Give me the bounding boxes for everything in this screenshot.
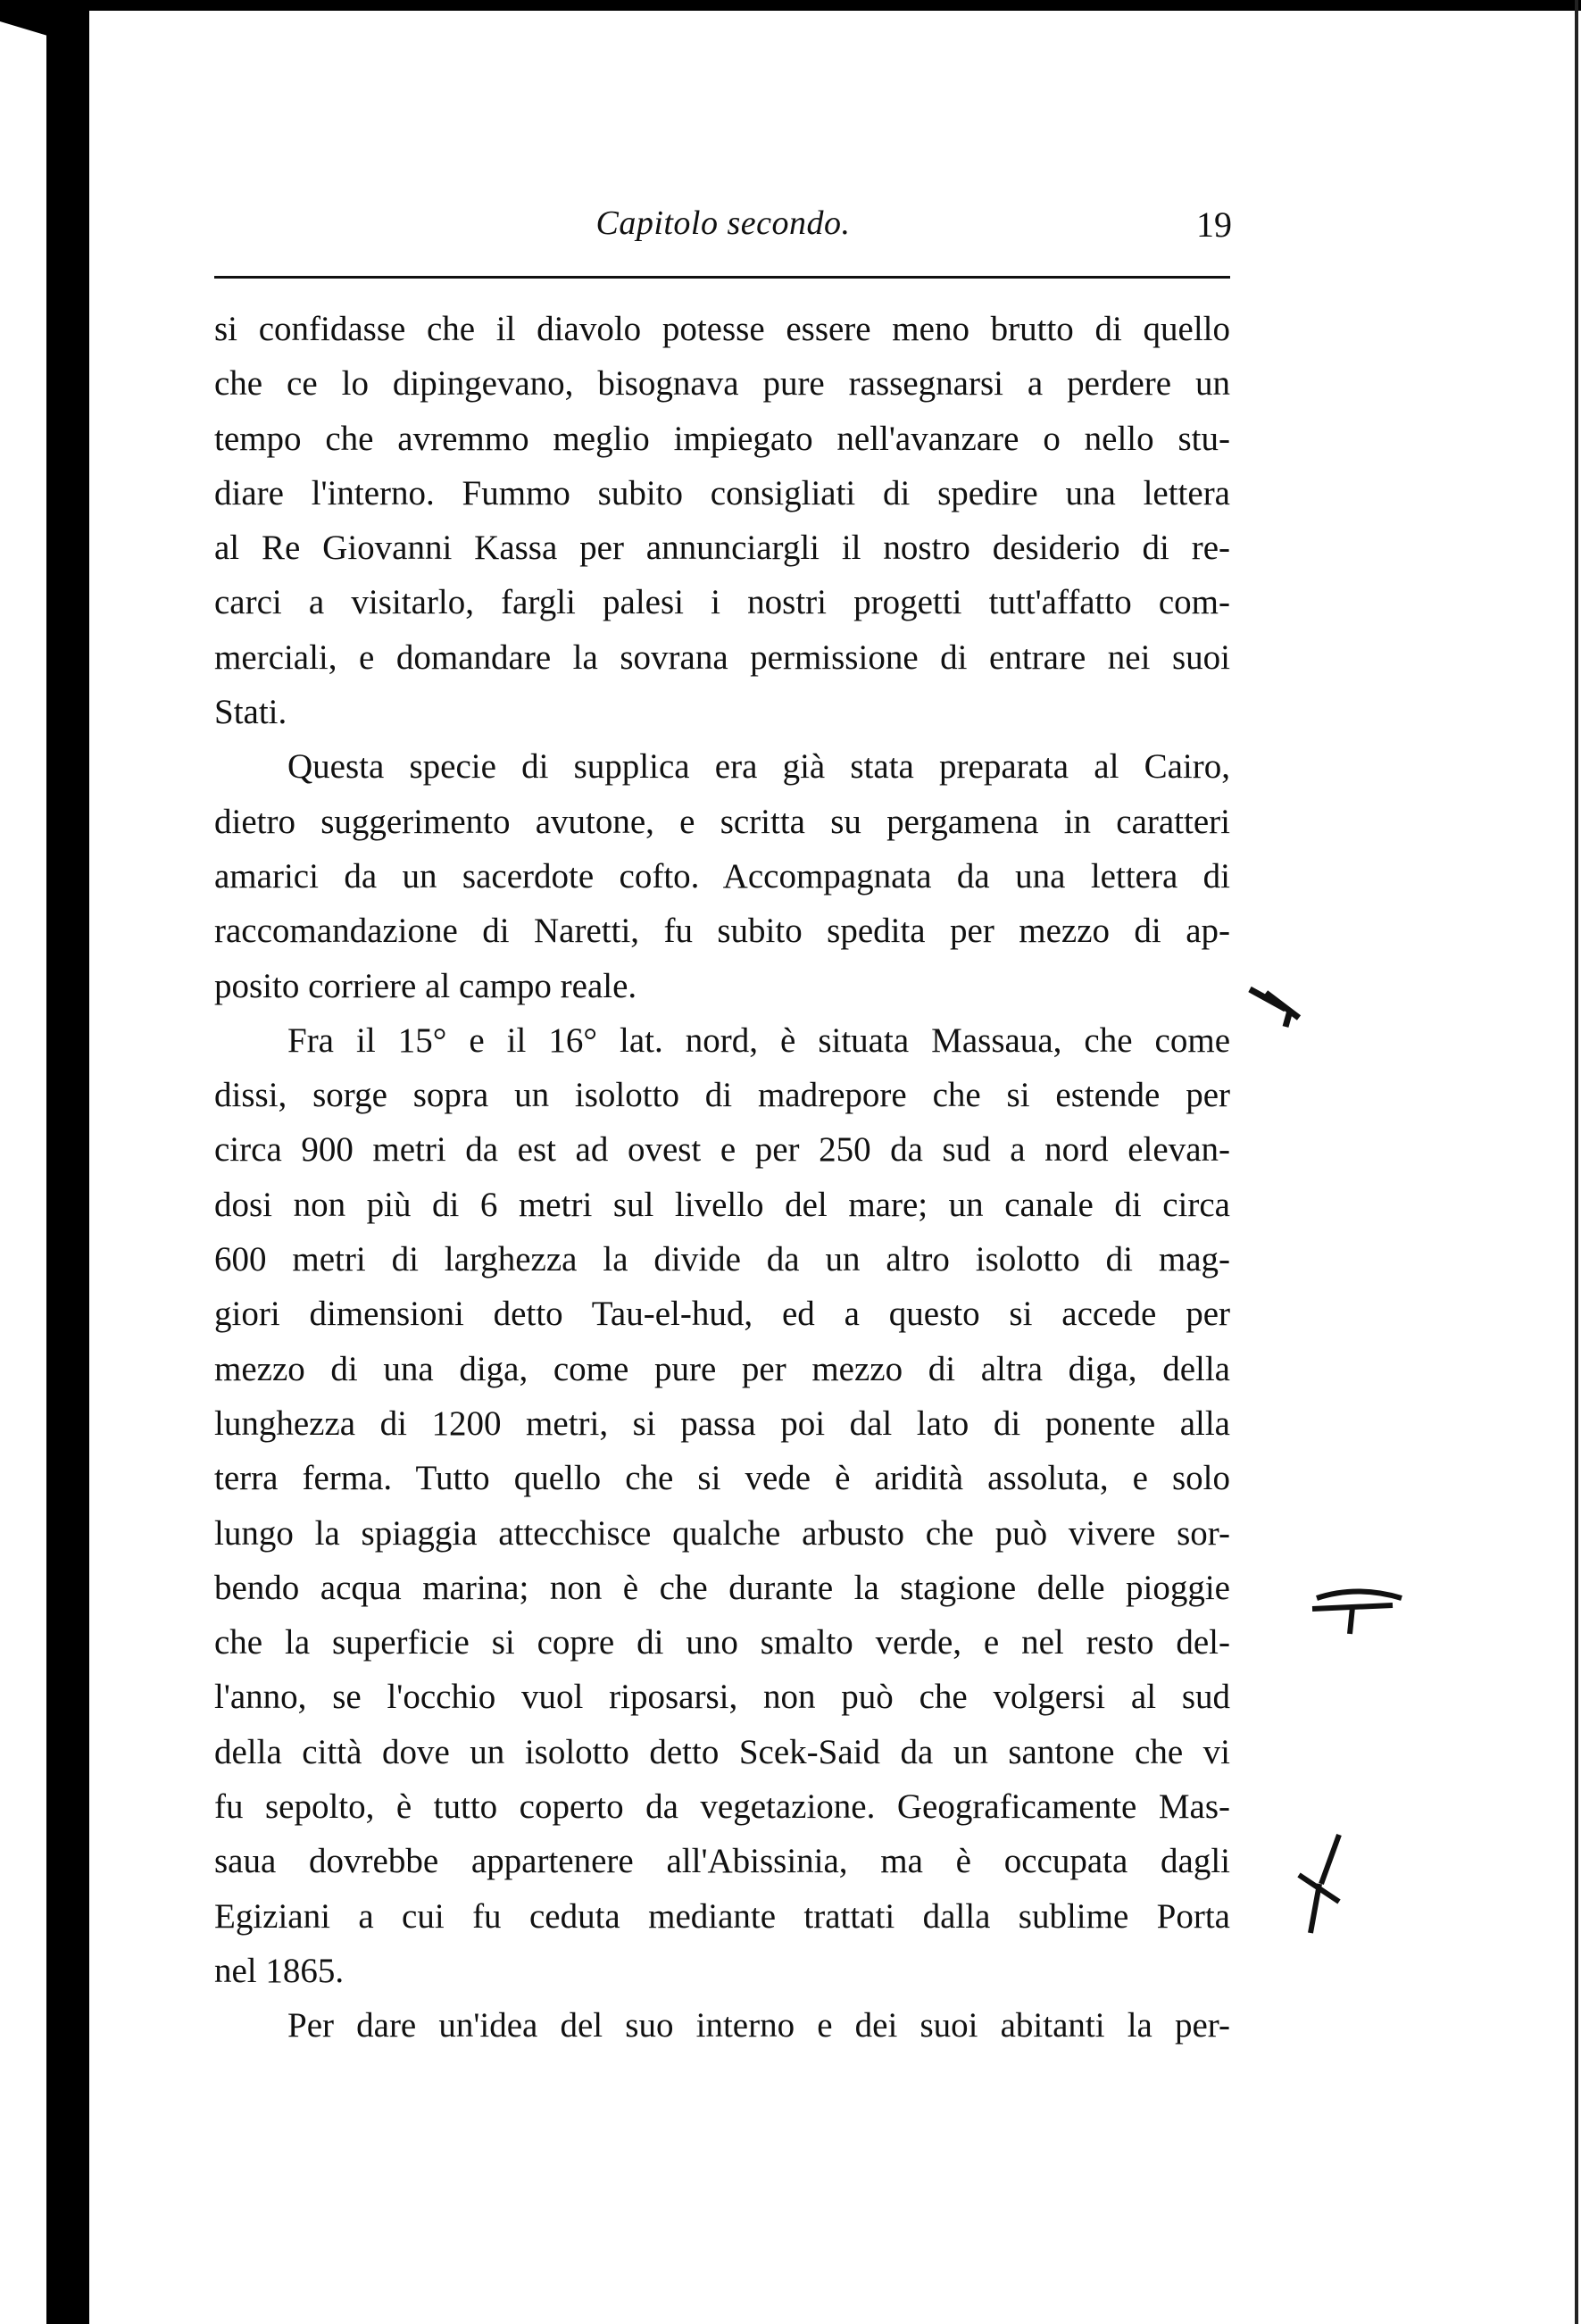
text-line: raccomandazione di Naretti, fu subito spedita per mezzo di ap- — [214, 912, 1230, 951]
text-line: diare l'interno. Fummo subito consigliati di spedire una lettera — [214, 473, 1230, 512]
pen-mark-3 — [1299, 1835, 1339, 1933]
text-line: amarici da un sacerdote cofto. Accompagnata da una lettera di — [214, 856, 1230, 895]
text-line: 600 metri di larghezza la divide da un altro isolotto di mag- — [214, 1240, 1230, 1279]
text-line: Egiziani a cui fu ceduta mediante trattati dalla sublime Porta — [214, 1896, 1230, 1936]
text-line: dissi, sorge sopra un isolotto di madrepore che si estende per — [214, 1076, 1230, 1115]
text-line: si confidasse che il diavolo potesse essere meno brutto di quello — [214, 310, 1230, 348]
text-line: carci a visitarlo, fargli palesi i nostri progetti tutt'affatto com- — [214, 583, 1230, 622]
text-line: dosi non più di 6 metri sul livello del mare; un canale di circa — [214, 1185, 1230, 1224]
text-line: lungo la spiaggia attecchisce qualche arbusto che può vivere sor- — [214, 1513, 1230, 1553]
text-line: l'anno, se l'occhio vuol riposarsi, non può che volgersi al sud — [214, 1678, 1230, 1717]
text-line: tempo che avremmo meglio impiegato nell'avanzare o nello stu- — [214, 419, 1230, 458]
text-line: lunghezza di 1200 metri, si passa poi dal lato di ponente alla — [214, 1404, 1230, 1443]
page-number: 19 — [1196, 204, 1232, 245]
text-line: posito corriere al campo reale. — [214, 966, 637, 1005]
pen-mark-1 — [1250, 989, 1299, 1027]
text-line: della città dove un isolotto detto Scek-Said da un santone che vi — [214, 1732, 1230, 1771]
pen-mark-2 — [1312, 1592, 1402, 1635]
text-line: dietro suggerimento avutone, e scritta su pergamena in caratteri — [214, 802, 1230, 841]
text-line: nel 1865. — [214, 1951, 345, 1990]
text-line: Per dare un'idea del suo interno e dei suoi abitanti la per- — [287, 2006, 1230, 2045]
text-line: giori dimensioni detto Tau-el-hud, ed a questo si accede per — [214, 1295, 1230, 1334]
text-line: terra ferma. Tutto quello che si vede è aridità assoluta, e solo — [214, 1459, 1230, 1498]
text-line: che la superficie si copre di uno smalto verde, e nel resto del- — [214, 1623, 1230, 1662]
text-line: Questa specie di supplica era già stata preparata al Cairo, — [287, 747, 1230, 787]
text-line: al Re Giovanni Kassa per annunciargli il nostro desiderio di re- — [214, 529, 1230, 568]
text-line: circa 900 metri da est ad ovest e per 250 da sud a nord elevan- — [214, 1130, 1230, 1170]
text-line: merciali, e domandare la sovrana permissione di entrare nei suoi — [214, 637, 1230, 677]
chapter-title: Capitolo secondo. — [595, 204, 851, 242]
text-line: Stati. — [214, 693, 287, 732]
text-line: fu sepolto, è tutto coperto da vegetazione. Geograficamente Mas- — [214, 1787, 1230, 1827]
text-line: saua dovrebbe appartenere all'Abissinia, ma è occupata dagli — [214, 1842, 1230, 1881]
text-line: bendo acqua marina; non è che durante la stagione delle pioggie — [214, 1568, 1230, 1607]
text-line: Fra il 15° e il 16° lat. nord, è situata Massaua, che come — [287, 1020, 1230, 1060]
text-line: mezzo di una diga, come pure per mezzo di altra diga, della — [214, 1349, 1230, 1388]
text-line: che ce lo dipingevano, bisognava pure rassegnarsi a perdere un — [214, 364, 1230, 404]
